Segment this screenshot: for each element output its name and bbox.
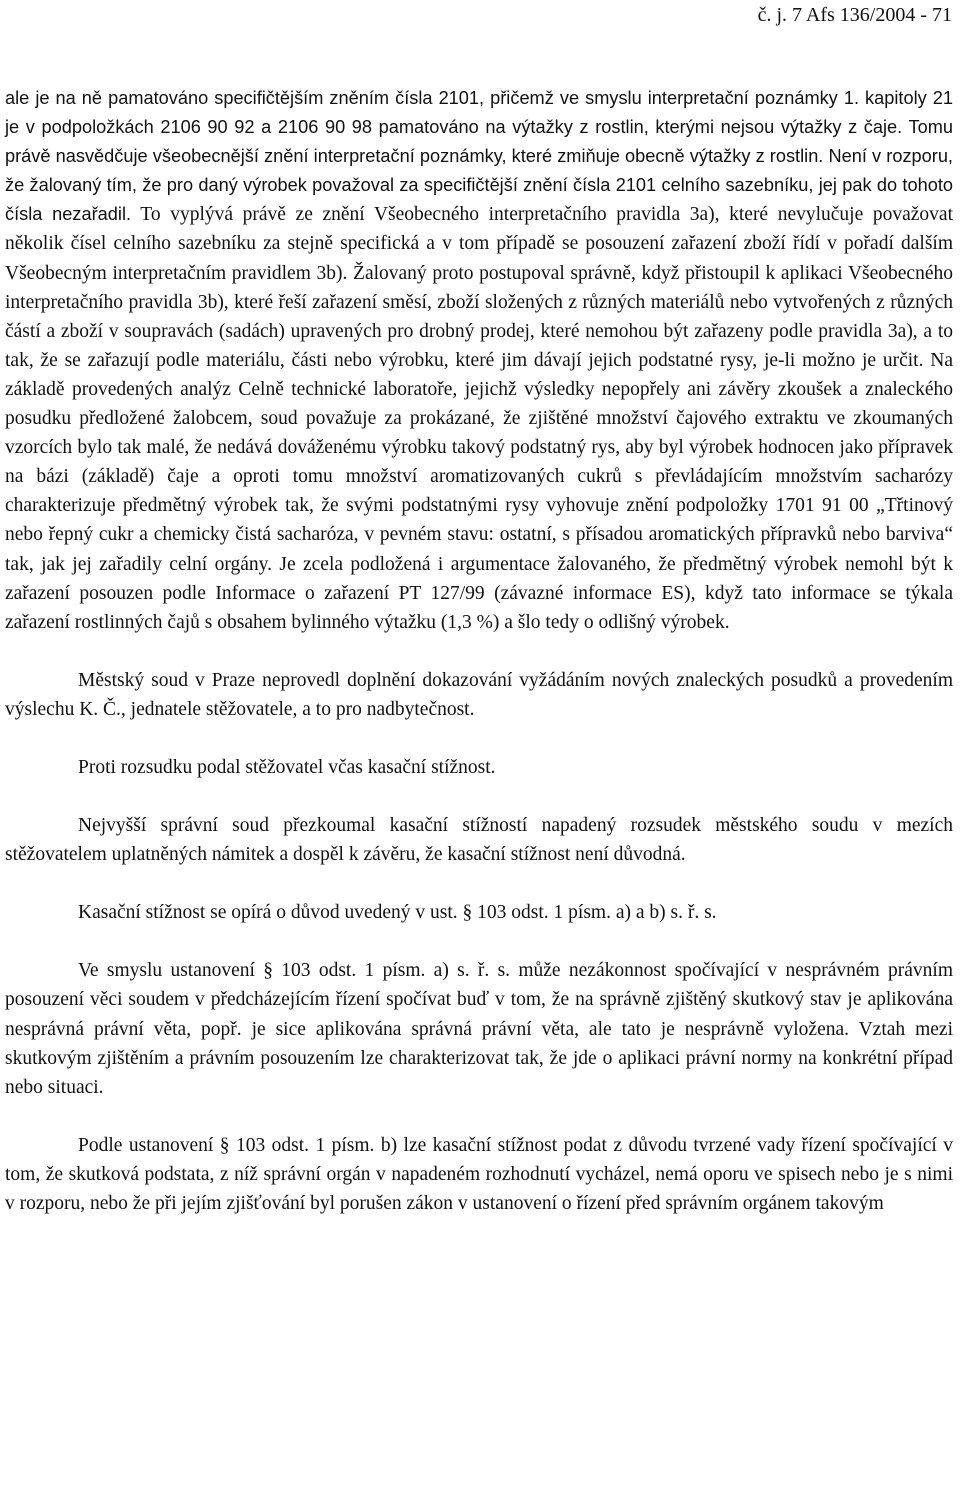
paragraph-lead: ale je na ně pamatováno specifičtějším zněním čísla 2101, přičemž ve smyslu interpretační poznámky 1. kapitoly 21 je v podpoložkách 2106 90 92 a 2106 90 98 pamatováno na výtažky z rostlin, kterými nejsou výtažky z čaje. Tomu právě nasvědčuje všeobecnější znění interpretační poznámky, které zmiňuje obecně výtažky z rostlin. Není v rozporu, že žalovaný tím, že pro daný výrobek považoval za specifičtější znění čísla 2101 celního sazebníku, jej pak do tohoto čísla nezařadil. xyxy=(5,88,953,225)
paragraph-city-court: Městský soud v Praze neprovedl doplnění dokazování vyžádáním nových znaleckých posudků a provedením výslechu K. Č., jednatele stěžovatele, a to pro nadbytečnost. xyxy=(5,669,953,720)
paragraph-section-b: Podle ustanovení § 103 odst. 1 písm. b) lze kasační stížnost podat z důvodu tvrzené vady řízení spočívající v tom, že skutková podstata, z níž správní orgán v napadeném rozhodnutí vycházel, nemá oporu ve spisech nebo je s nimi v rozporu, nebo že při jejím zjišťování byl porušen zákon v ustanovení o řízení před správním orgánem takovým xyxy=(5,1134,953,1214)
paragraph-section-a: Ve smyslu ustanovení § 103 odst. 1 písm. a) s. ř. s. může nezákonnost spočívající v nesprávném právním posouzení věci soudem v předcházejícím řízení spočívat buď v tom, že na správně zjištěný skutkový stav je aplikována nesprávná právní věta, popř. je sice aplikována správná právní věta, ale tato je nesprávně vyložena. Vztah mezi skutkovým zjištěním a právním posouzením lze charakterizovat tak, že jde o aplikaci právní normy na konkrétní případ nebo situaci. xyxy=(5,960,953,1098)
paragraph-supreme-review: Nejvyšší správní soud přezkoumal kasační stížností napadený rozsudek městského soudu v mezích stěžovatelem uplatněných námitek a dospěl k závěru, že kasační stížnost není důvodná. xyxy=(5,815,953,866)
case-number: č. j. 7 Afs 136/2004 - 71 xyxy=(757,4,952,26)
paragraph-text: To vyplývá právě ze znění Všeobecného interpretačního pravidla 3a), které nevylučuje považovat několik čísel celního sazebníku za stejně specifická a v tom případě se posouzení zařazení zboží řídí v pořadí dalším Všeobecným interpretačním pravidlem 3b). Žalovaný proto postupoval správně, když přistoupil k aplikaci Všeobecného interpretačního pravidla 3b), které řeší zařazení směsí, zboží složených z různých materiálů nebo vytvořených z různých částí a zboží v soupravách (sadách) upravených pro drobný prodej, které nemohou být zařazeny podle pravidla 3a), a to tak, že se zařazují podle materiálu, části nebo výrobku, které jim dávají jejich podstatné rysy, je-li možno je určit. Na základě provedených analýz Celně technické laboratoře, jejichž výsledky nepopřely ani závěry zkoušek a znaleckého posudku předložené žalobcem, soud považuje za prokázané, že zjištěné množství čajového extraktu ve zkoumaných vzorcích bylo tak malé, že nedává dováženému výrobku takový podstatný rys, aby byl výrobek hodnocen jako přípravek na bázi (základě) čaje a oproti tomu množství aromatizovaných cukrů s převládajícím množstvím sacharózy charakterizuje předmětný výrobek tak, že svými podstatnými rysy vyhovuje znění podpoložky 1701 91 00 „Třtinový nebo řepný cukr a chemicky čistá sacharóza, v pevném stavu: ostatní, s přísadou aromatických přípravků nebo barviva“ tak, jak jej zařadily celní orgány. Je zcela podložená i argumentace žalovaného, že předmětný výrobek nemohl být k zařazení posouzen podle Informace o zařazení PT 127/99 (závazné informace ES), když tato informace se týkala zařazení rostlinných čajů s obsahem bylinného výtažku (1,3 %) a šlo tedy o odlišný výrobek. xyxy=(5,204,953,633)
paragraph-grounds: Kasační stížnost se opírá o důvod uvedený v ust. § 103 odst. 1 písm. a) a b) s. ř. s. xyxy=(78,902,717,924)
paragraph-continuation xyxy=(5,84,953,637)
paragraph-appeal-filed: Proti rozsudku podal stěžovatel včas kasační stížnost. xyxy=(78,756,496,778)
document-body xyxy=(5,84,953,1218)
